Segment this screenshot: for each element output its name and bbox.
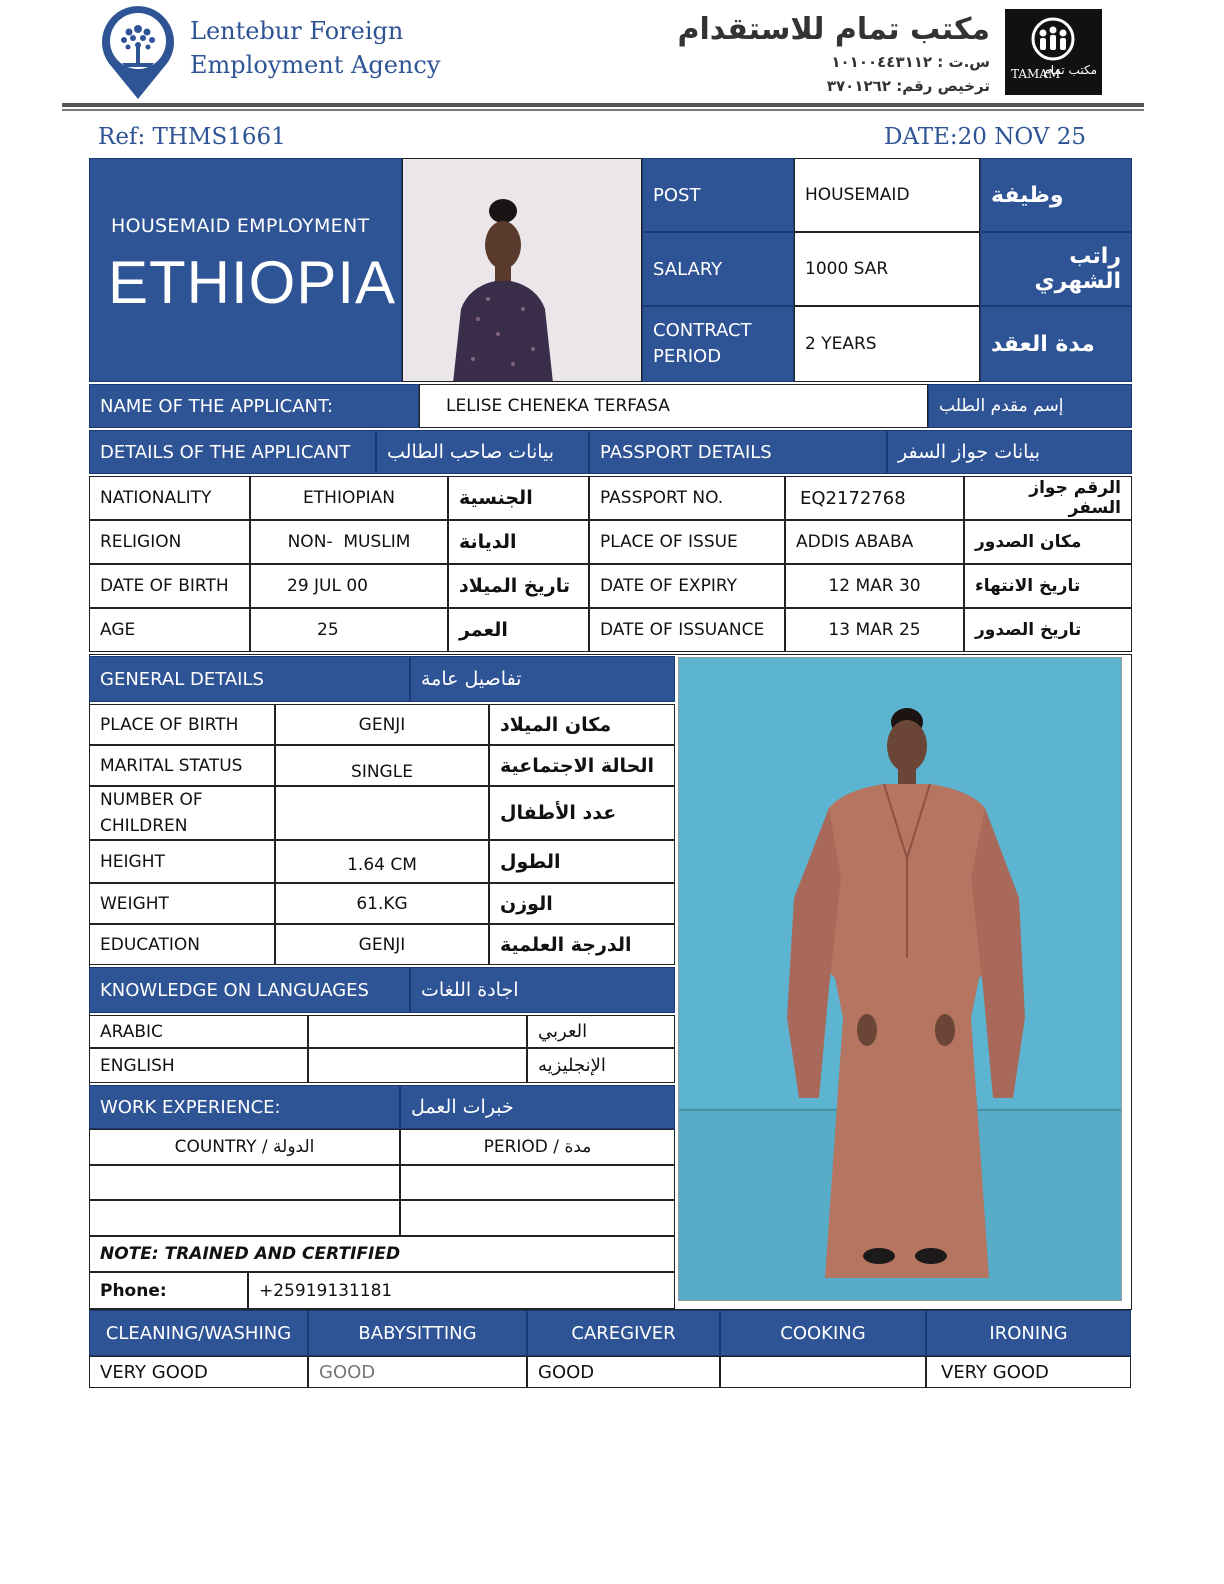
skill-cooking-level [720, 1356, 926, 1388]
experience-period-header: PERIOD / مدة [400, 1129, 675, 1165]
skill-babysitting-level: GOOD [308, 1356, 527, 1388]
height-arabic: الطول [489, 840, 675, 883]
languages-section-title: KNOWLEDGE ON LANGUAGES [89, 967, 410, 1013]
experience-country-header: COUNTRY / الدولة [89, 1129, 400, 1165]
religion-label: RELIGION [89, 520, 250, 564]
experience-row-period [400, 1200, 675, 1236]
contract-period-arabic: مدة العقد [980, 306, 1132, 382]
number-of-children-label: NUMBER OF CHILDREN [89, 786, 275, 840]
experience-row-country [89, 1200, 400, 1236]
language-arabic-label: ARABIC [89, 1015, 308, 1048]
age-value: 25 [250, 608, 448, 652]
marital-status-value: SINGLE [275, 745, 489, 786]
marital-status-arabic: الحالة الاجتماعية [489, 745, 675, 786]
date-of-issuance-arabic: تاريخ الصدور [964, 608, 1132, 652]
post-label: POST [642, 158, 794, 232]
salary-arabic: راتب الشهري [980, 232, 1132, 306]
date-of-birth-label: DATE OF BIRTH [89, 564, 250, 608]
header-divider-thin [62, 109, 1144, 111]
tamam-logo-arabic: مكتب تمام [1043, 63, 1097, 77]
applicant-name-value: LELISE CHENEKA TERFASA [419, 384, 928, 428]
phone-value: +25919131181 [248, 1272, 675, 1309]
agency-name-line2: Employment Agency [190, 51, 441, 79]
date-of-issuance-value: 13 MAR 25 [785, 608, 964, 652]
languages-section-title-arabic: اجادة اللغات [410, 967, 675, 1013]
agency-name [190, 14, 440, 82]
agency-logo [100, 5, 176, 101]
tamam-logo-text: TAMAM [1011, 67, 1061, 81]
arabic-license-number: ترخيص رقم: ٣٧٠١٢٦٢ [826, 77, 990, 95]
place-of-birth-value: GENJI [275, 704, 489, 745]
document-date: DATE:20 NOV 25 [883, 124, 1086, 150]
passport-no-arabic: الرقم جواز السفر [964, 476, 1132, 520]
post-arabic: وظيفة [980, 158, 1132, 232]
date-of-birth-value: 29 JUL 00 [250, 564, 448, 608]
place-of-issue-label: PLACE OF ISSUE [589, 520, 785, 564]
phone-label: Phone: [89, 1272, 248, 1309]
place-of-birth-arabic: مكان الميلاد [489, 704, 675, 745]
salary-value: 1000 SAR [794, 232, 980, 306]
weight-arabic: الوزن [489, 883, 675, 924]
applicant-portrait-photo [402, 158, 642, 382]
date-of-issuance-label: DATE OF ISSUANCE [589, 608, 785, 652]
language-english-level [308, 1048, 527, 1083]
language-arabic-level [308, 1015, 527, 1048]
reference-number: Ref: THMS1661 [98, 124, 286, 150]
place-of-birth-label: PLACE OF BIRTH [89, 704, 275, 745]
general-section-title-arabic: تفاصيل عامة [410, 656, 675, 702]
passport-section-title-arabic: بيانات جواز السفر [887, 430, 1132, 474]
skill-ironing-level: VERY GOOD [926, 1356, 1131, 1388]
language-english-arabic: الإنجليزيه [527, 1048, 675, 1083]
language-english-label: ENGLISH [89, 1048, 308, 1083]
details-section-title: DETAILS OF THE APPLICANT [89, 430, 376, 474]
place-of-issue-value: ADDIS ABABA [785, 520, 964, 564]
education-value: GENJI [275, 924, 489, 965]
passport-no-label: PASSPORT NO. [589, 476, 785, 520]
contract-period-label: CONTRACT PERIOD [642, 306, 794, 382]
applicant-full-body-photo [678, 657, 1122, 1301]
number-of-children-value [275, 786, 489, 840]
height-label: HEIGHT [89, 840, 275, 883]
skill-babysitting-header: BABYSITTING [308, 1310, 527, 1356]
education-label: EDUCATION [89, 924, 275, 965]
skill-cleaning-level: VERY GOOD [89, 1356, 308, 1388]
skill-cleaning-header: CLEANING/WASHING [89, 1310, 308, 1356]
religion-arabic: الديانة [448, 520, 589, 564]
date-of-birth-arabic: تاريخ الميلاد [448, 564, 589, 608]
arabic-cr-number: س.ت : ١٠١٠٠٤٤٣١١٢ [831, 53, 990, 71]
banner-country: ETHIOPIA [108, 249, 397, 316]
date-of-expiry-value: 12 MAR 30 [785, 564, 964, 608]
skill-cooking-header: COOKING [720, 1310, 926, 1356]
nationality-label: NATIONALITY [89, 476, 250, 520]
age-label: AGE [89, 608, 250, 652]
place-of-issue-arabic: مكان الصدور [964, 520, 1132, 564]
arabic-office-header [585, 10, 990, 98]
skill-ironing-header: IRONING [926, 1310, 1131, 1356]
training-note: NOTE: TRAINED AND CERTIFIED [89, 1236, 675, 1272]
language-arabic-arabic: العربي [527, 1015, 675, 1048]
religion-value: NON- MUSLIM [250, 520, 448, 564]
applicant-name-arabic: إسم مقدم الطلب [928, 384, 1132, 428]
header-divider [62, 103, 1144, 107]
marital-status-label: MARITAL STATUS [89, 745, 275, 786]
experience-row-country [89, 1165, 400, 1200]
passport-no-value: EQ2172768 [785, 476, 964, 520]
details-section-title-arabic: بيانات صاحب الطالب [376, 430, 589, 474]
salary-label: SALARY [642, 232, 794, 306]
post-value: HOUSEMAID [794, 158, 980, 232]
age-arabic: العمر [448, 608, 589, 652]
date-of-expiry-arabic: تاريخ الانتهاء [964, 564, 1132, 608]
number-of-children-arabic: عدد الأطفال [489, 786, 675, 840]
education-arabic: الدرجة العلمية [489, 924, 675, 965]
skill-caregiver-header: CAREGIVER [527, 1310, 720, 1356]
arabic-office-title: مكتب تمام للاستقدام [677, 12, 990, 47]
nationality-arabic: الجنسية [448, 476, 589, 520]
passport-section-title: PASSPORT DETAILS [589, 430, 887, 474]
applicant-name-label: NAME OF THE APPLICANT: [89, 384, 419, 428]
weight-label: WEIGHT [89, 883, 275, 924]
skill-caregiver-level: GOOD [527, 1356, 720, 1388]
general-section-title: GENERAL DETAILS [89, 656, 410, 702]
banner-subtitle: HOUSEMAID EMPLOYMENT [111, 215, 370, 237]
contract-period-value: 2 YEARS [794, 306, 980, 382]
weight-value: 61.KG [275, 883, 489, 924]
agency-name-line1: Lentebur Foreign [190, 17, 404, 45]
height-value: 1.64 CM [275, 840, 489, 883]
experience-row-period [400, 1165, 675, 1200]
work-experience-title-arabic: خبرات العمل [400, 1085, 675, 1129]
nationality-value: ETHIOPIAN [250, 476, 448, 520]
tamam-logo [1005, 9, 1102, 95]
date-of-expiry-label: DATE OF EXPIRY [589, 564, 785, 608]
work-experience-title: WORK EXPERIENCE: [89, 1085, 400, 1129]
